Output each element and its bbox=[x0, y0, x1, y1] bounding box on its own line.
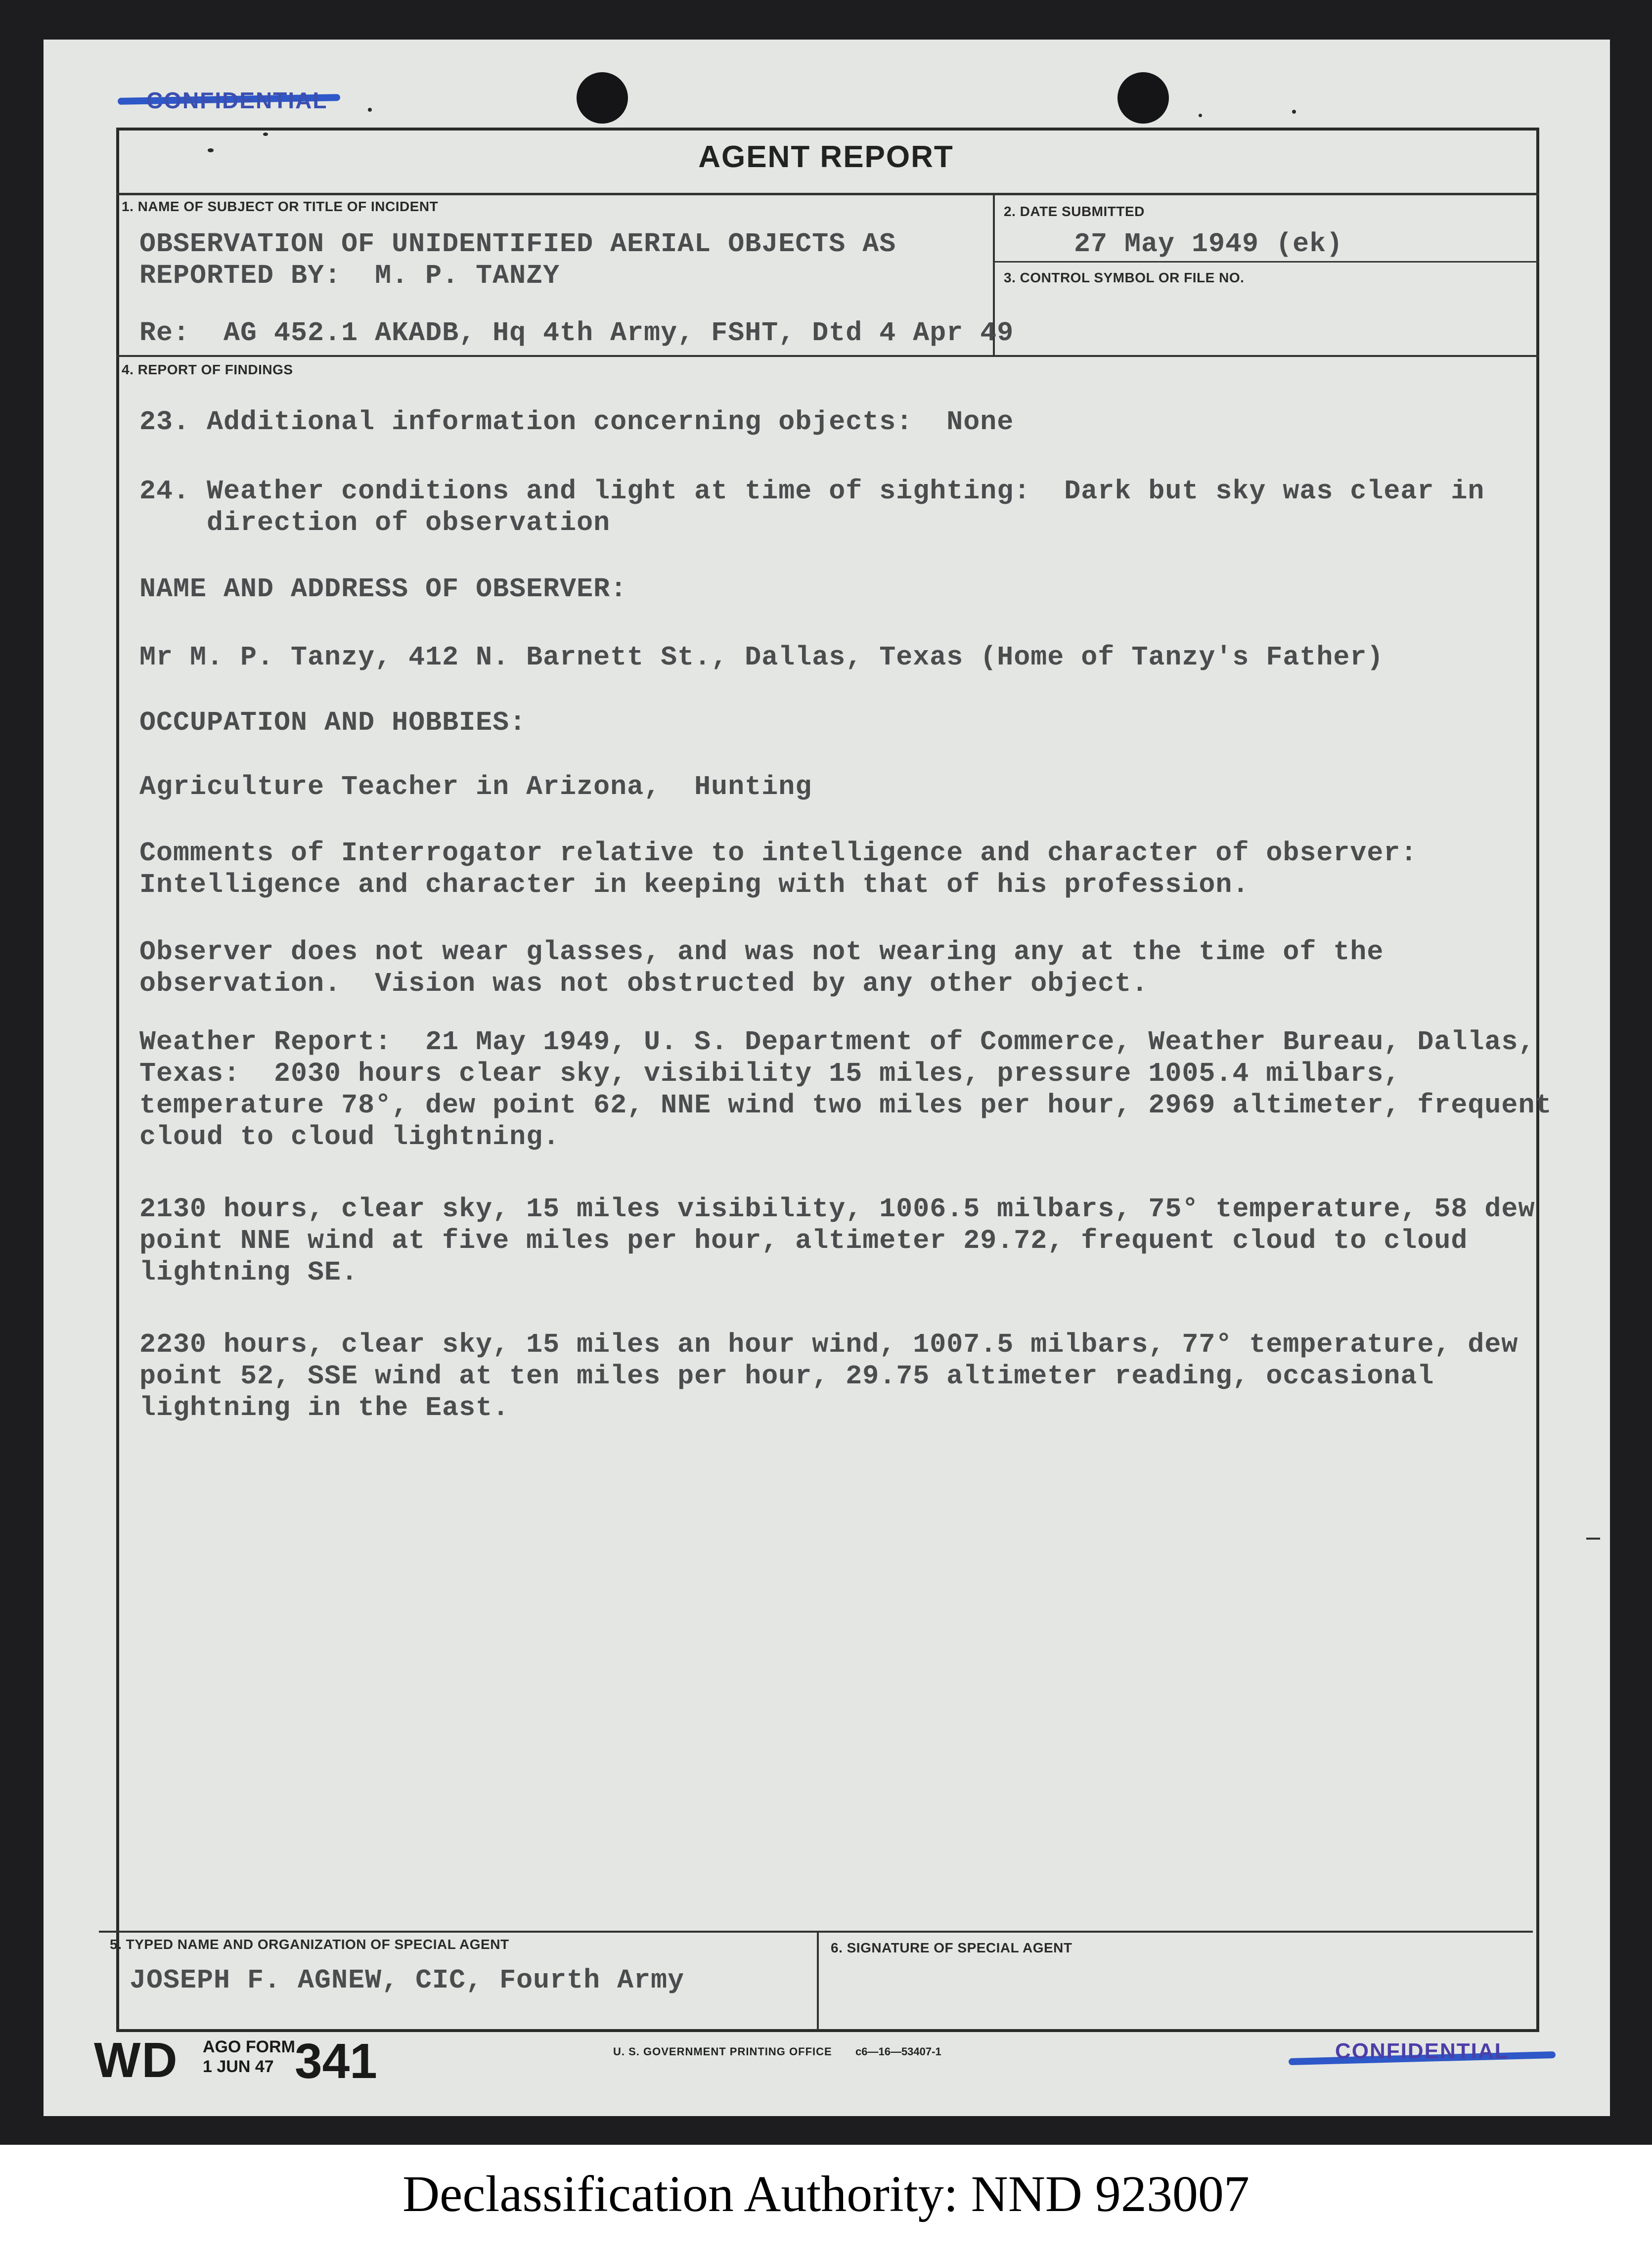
form-id-ago: AGO FORM bbox=[203, 2037, 295, 2056]
glasses-note: Observer does not wear glasses, and was not wearing any at the time of the observation. Vision was not obstructed by any other object. bbox=[139, 936, 1384, 999]
field1-line-3: Re: AG 452.1 AKADB, Hq 4th Army, FSHT, Dtd 4 Apr 49 bbox=[139, 317, 1014, 349]
form-id-number: 341 bbox=[295, 2034, 377, 2089]
date-submitted-value: 27 May 1949 (ek) bbox=[1074, 228, 1343, 260]
occupation-heading: OCCUPATION AND HOBBIES: bbox=[139, 707, 527, 738]
observer-address: Mr M. P. Tanzy, 412 N. Barnett St., Dallas, Texas (Home of Tanzy's Father) bbox=[139, 642, 1384, 673]
field1-label: 1. NAME OF SUBJECT OR TITLE OF INCIDENT bbox=[122, 199, 439, 214]
form-id-prefix: WD bbox=[94, 2033, 179, 2088]
field6-label: 6. SIGNATURE OF SPECIAL AGENT bbox=[831, 1940, 1072, 1955]
form-id-date: 1 JUN 47 bbox=[203, 2057, 274, 2076]
punch-hole-right bbox=[1117, 72, 1169, 124]
field4-label: 4. REPORT OF FINDINGS bbox=[122, 362, 293, 377]
punch-hole-left bbox=[577, 72, 628, 124]
weather-report-2030: Weather Report: 21 May 1949, U. S. Department of Commerce, Weather Bureau, Dallas, Texas: 2030 hours clear sky, visibility 15 miles, pressure 1005.4 milbars, temperature 78°, dew point 62, NNE wind two miles per hour, 2969 altimeter, frequent cloud to cloud lightning. bbox=[139, 1026, 1552, 1152]
speck bbox=[1199, 114, 1202, 117]
printer-code: c6—16—53407-1 bbox=[855, 2045, 941, 2058]
rule-under-title bbox=[116, 193, 1539, 195]
occupation-value: Agriculture Teacher in Arizona, Hunting bbox=[139, 771, 812, 802]
observer-heading: NAME AND ADDRESS OF OBSERVER: bbox=[139, 574, 627, 605]
field3-label: 3. CONTROL SYMBOL OR FILE NO. bbox=[1004, 270, 1245, 285]
confidential-stamp-bottom: CONFIDENTIAL bbox=[1335, 2039, 1509, 2063]
declassification-authority: Declassification Authority: NND 923007 bbox=[402, 2166, 1250, 2222]
field1-line-1: OBSERVATION OF UNIDENTIFIED AERIAL OBJECTS AS bbox=[139, 228, 896, 260]
finding-24: 24. Weather conditions and light at time of sighting: Dark but sky was clear in direction of observation bbox=[139, 476, 1485, 538]
confidential-stamp-top: CONFIDENTIAL bbox=[146, 88, 328, 113]
form-id-small bbox=[203, 2037, 295, 2077]
field5-label: 5. TYPED NAME AND ORGANIZATION OF SPECIAL AGENT bbox=[110, 1937, 509, 1952]
divider-field5-field6 bbox=[817, 1932, 819, 2031]
rule-above-field5 bbox=[99, 1931, 1533, 1933]
speck bbox=[1292, 110, 1296, 114]
printer-name: U. S. GOVERNMENT PRINTING OFFICE bbox=[613, 2045, 832, 2058]
edge-tick bbox=[1586, 1538, 1600, 1540]
field2-label: 2. DATE SUBMITTED bbox=[1004, 204, 1145, 219]
rule-under-field1 bbox=[116, 355, 1539, 357]
weather-report-2130: 2130 hours, clear sky, 15 miles visibility, 1006.5 milbars, 75° temperature, 58 dew point NNE wind at five miles per hour, altimeter 29.72, frequent cloud to cloud lightning SE. bbox=[139, 1194, 1535, 1288]
weather-report-2230: 2230 hours, clear sky, 15 miles an hour wind, 1007.5 milbars, 77° temperature, dew point 52, SSE wind at ten miles per hour, 29.75 altimeter reading, occasional lightning in the East. bbox=[139, 1329, 1518, 1423]
field1-line-2: REPORTED BY: M. P. TANZY bbox=[139, 260, 560, 291]
interrogator-comments: Comments of Interrogator relative to intelligence and character of observer: Intelligence and character in keeping with that of his profession. bbox=[139, 838, 1418, 900]
rule-under-field2 bbox=[993, 261, 1539, 263]
agent-name: JOSEPH F. AGNEW, CIC, Fourth Army bbox=[130, 1965, 685, 1996]
form-title: AGENT REPORT bbox=[698, 140, 954, 174]
finding-23: 23. Additional information concerning objects: None bbox=[139, 406, 1014, 438]
speck bbox=[368, 108, 372, 112]
